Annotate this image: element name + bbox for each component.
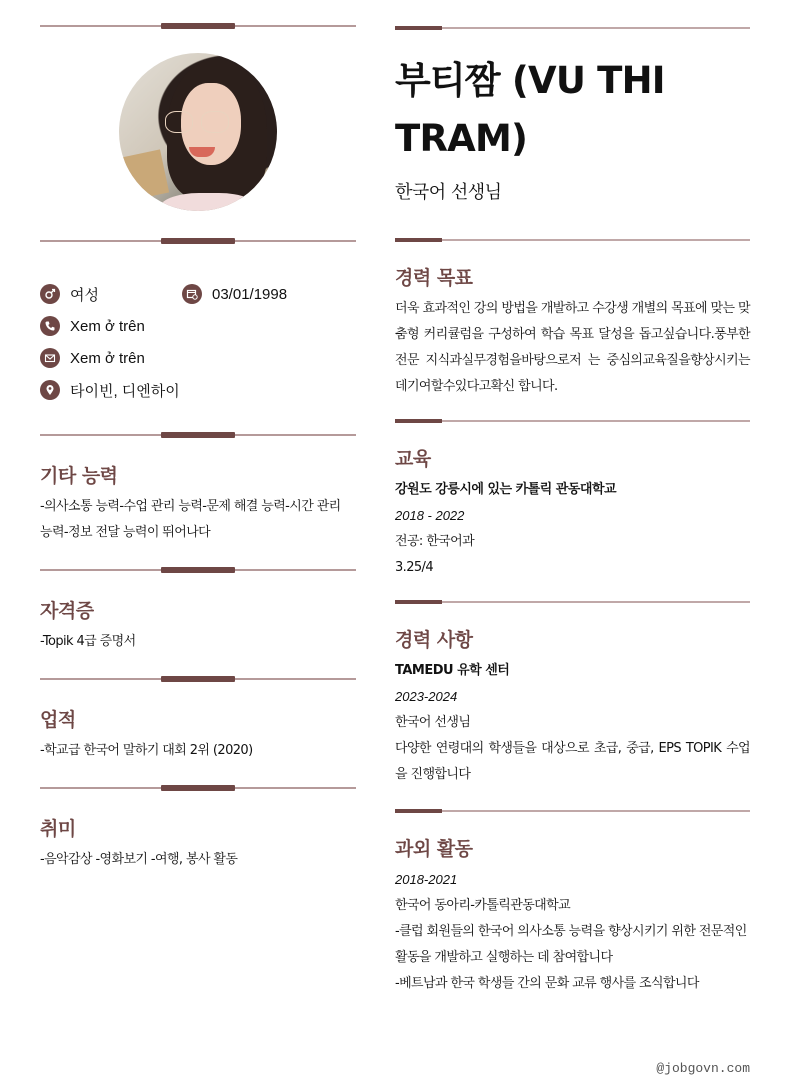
contact-info	[40, 278, 356, 406]
divider	[395, 418, 750, 424]
section-hobbies	[40, 814, 356, 873]
activity-item: -클럽 회원들의 한국어 의사소통 능력을 향상시키기 위한 전문적인 활동을 개발하고 실행하는 데 참여합니다	[395, 924, 747, 965]
gender-value: 여성	[70, 286, 99, 304]
section-title: 과외 활동	[395, 838, 473, 860]
section-text: -학교급 한국어 말하기 대회 2위 (2020)	[40, 743, 253, 758]
phone-field	[40, 310, 356, 342]
calendar-icon	[182, 284, 202, 304]
divider	[40, 431, 356, 439]
divider	[395, 599, 750, 605]
phone-value: Xem ở trên	[70, 317, 145, 335]
divider	[395, 25, 750, 31]
birthdate-value: 03/01/1998	[212, 285, 288, 303]
school-name: 강원도 강릉시에 있는 카톨릭 관동대학교	[395, 482, 617, 497]
activities-period: 2018-2021	[395, 872, 458, 887]
divider	[40, 237, 356, 245]
section-text: 더욱 효과적인 강의 방법을 개발하고 수강생 개별의 목표에 맞는 맞춤형 커리큘럼을 구성하여 학습 목표 달성을 돕고싶습니다.풍부한전문 지식과실무경험을바탕으로저 는 중심의교육질을향상시키는데기여할수있다고확신 합니다.	[395, 301, 750, 394]
divider	[40, 675, 356, 683]
candidate-name: 부티짬 (VU THI TRAM)	[395, 59, 665, 160]
section-objective	[395, 263, 750, 400]
right-column	[395, 0, 750, 991]
role: 한국어 선생님	[395, 715, 471, 730]
section-title: 기타 능력	[40, 465, 118, 487]
watermark: @jobgovn.com	[656, 1061, 750, 1076]
activity-item: -베트남과 한국 학생들 간의 문화 교류 행사를 조식합니다	[395, 976, 699, 991]
section-activities	[395, 834, 750, 997]
section-certificates	[40, 596, 356, 655]
section-text: -의사소통 능력-수업 관리 능력-문제 해결 능력-시간 관리 능력-정보 전달 능력이 뛰어나다	[40, 499, 341, 540]
email-icon	[40, 348, 60, 368]
section-skills	[40, 461, 356, 546]
right-sections	[395, 243, 750, 997]
section-text: -음악감상 -영화보기 -여행, 봉사 활동	[40, 852, 238, 867]
company-name: TAMEDU 유학 센터	[395, 663, 510, 678]
divider	[40, 566, 356, 574]
divider	[40, 784, 356, 792]
section-title: 교육	[395, 448, 431, 470]
email-value: Xem ở trên	[70, 349, 145, 367]
address-value: 타이빈, 디엔하이	[70, 382, 180, 400]
section-achievements	[40, 705, 356, 764]
section-title: 자격증	[40, 600, 94, 622]
major: 전공: 한국어과	[395, 534, 475, 549]
address-field	[40, 374, 356, 406]
section-title: 경력 목표	[395, 267, 473, 289]
birthdate-field	[182, 284, 287, 304]
email-field	[40, 342, 356, 374]
divider	[40, 22, 356, 30]
left-sections	[40, 431, 356, 873]
gender-field	[40, 284, 182, 305]
experience-description: 다양한 연령대의 학생들을 대상으로 초급, 중급, EPS TOPIK 수업을 진행합니다	[395, 741, 750, 782]
section-title: 경력 사항	[395, 629, 473, 651]
section-text: -Topik 4급 증명서	[40, 634, 136, 649]
gpa: 3.25/4	[395, 560, 433, 575]
left-column	[40, 0, 356, 867]
education-period: 2018 - 2022	[395, 508, 465, 523]
phone-icon	[40, 316, 60, 336]
location-pin-icon	[40, 380, 60, 400]
gender-icon	[40, 284, 60, 304]
section-experience	[395, 625, 750, 788]
experience-period: 2023-2024	[395, 689, 458, 704]
divider	[395, 808, 750, 814]
section-title: 취미	[40, 818, 76, 840]
section-education	[395, 444, 750, 581]
profile-photo	[119, 53, 277, 211]
activities-organization: 한국어 동아리-카톨릭관동대학교	[395, 898, 571, 913]
section-title: 업적	[40, 709, 76, 731]
job-title: 한국어 선생님	[395, 182, 502, 203]
